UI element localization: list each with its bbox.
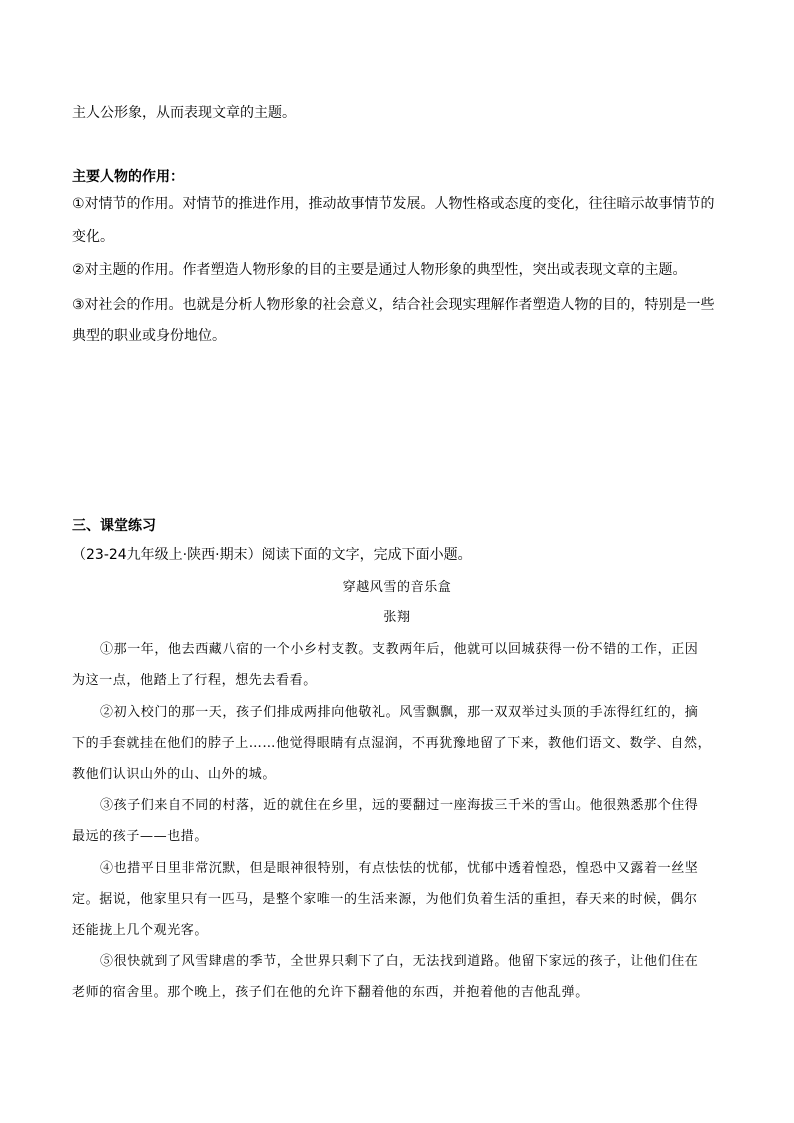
article-line-11: ⑤很快就到了风雪肆虐的季节，全世界只剩下了白，无法找到道路。他留下家远的孩子，让他们住在	[100, 954, 699, 969]
intro-tail: 主人公形象，从而表现文章的主题。	[72, 105, 296, 121]
article-line-3: ②初入校门的那一天，孩子们排成两排向他敬礼。风雪飘飘，那一双双举过头顶的手冻得红红的，摘	[100, 705, 699, 720]
role-line-4: ③对社会的作用。也就是分析人物形象的社会意义，结合社会现实理解作者塑造人物的目的，特别是一些	[72, 297, 715, 313]
article-line-6: ③孩子们来自不同的村落，近的就住在乡里，远的要翻过一座海拔三千米的雪山。他很熟悉那个住得	[100, 798, 699, 813]
article-line-10: 还能拢上几个观光客。	[72, 923, 209, 938]
role-line-2: 变化。	[72, 229, 114, 245]
article-line-2: 为这一点，他踏上了行程，想先去看看。	[72, 673, 317, 688]
article-line-4: 下的手套就挂在他们的脖子上……他觉得眼睛有点湿润，不再犹豫地留了下来，教他们语文、数学、自然，	[72, 736, 712, 751]
article-line-5: 教他们认识山外的山、山外的城。	[72, 767, 277, 782]
roles-heading: 主要人物的作用：	[72, 169, 184, 185]
article-line-1: ①那一年，他去西藏八宿的一个小乡村支教。支教两年后，他就可以回城获得一份不错的工作，正因	[100, 642, 699, 657]
role-line-3: ②对主题的作用。作者塑造人物形象的目的主要是通过人物形象的典型性，突出或表现文章的主题。	[72, 262, 687, 278]
role-line-5: 典型的职业或身份地位。	[72, 328, 226, 344]
article-line-9: 定。据说，他家里只有一匹马，是整个家唯一的生活来源，为他们负着生活的重担，春天来的时候，偶尔	[72, 892, 698, 907]
source-line: （23-24九年级上·陕西·期末）阅读下面的文字，完成下面小题。	[72, 547, 472, 563]
article-line-12: 老师的宿舍里。那个晚上，孩子们在他的允许下翻着他的东西，并抱着他的吉他乱弹。	[72, 985, 589, 1000]
article-title: 穿越风雪的音乐盒	[342, 580, 452, 595]
article-line-8: ④也措平日里非常沉默，但是眼神很特别，有点怯怯的忧郁，忧郁中透着惶恐，惶恐中又露着一丝坚	[100, 861, 699, 876]
article-author: 张翔	[383, 610, 411, 625]
article-line-7: 最远的孩子——也措。	[72, 829, 209, 844]
role-line-1: ①对情节的作用。对情节的推进作用，推动故事情节发展。人物性格或态度的变化，往往暗示故事情节的	[72, 196, 715, 212]
section-title: 三、课堂练习	[72, 518, 156, 534]
